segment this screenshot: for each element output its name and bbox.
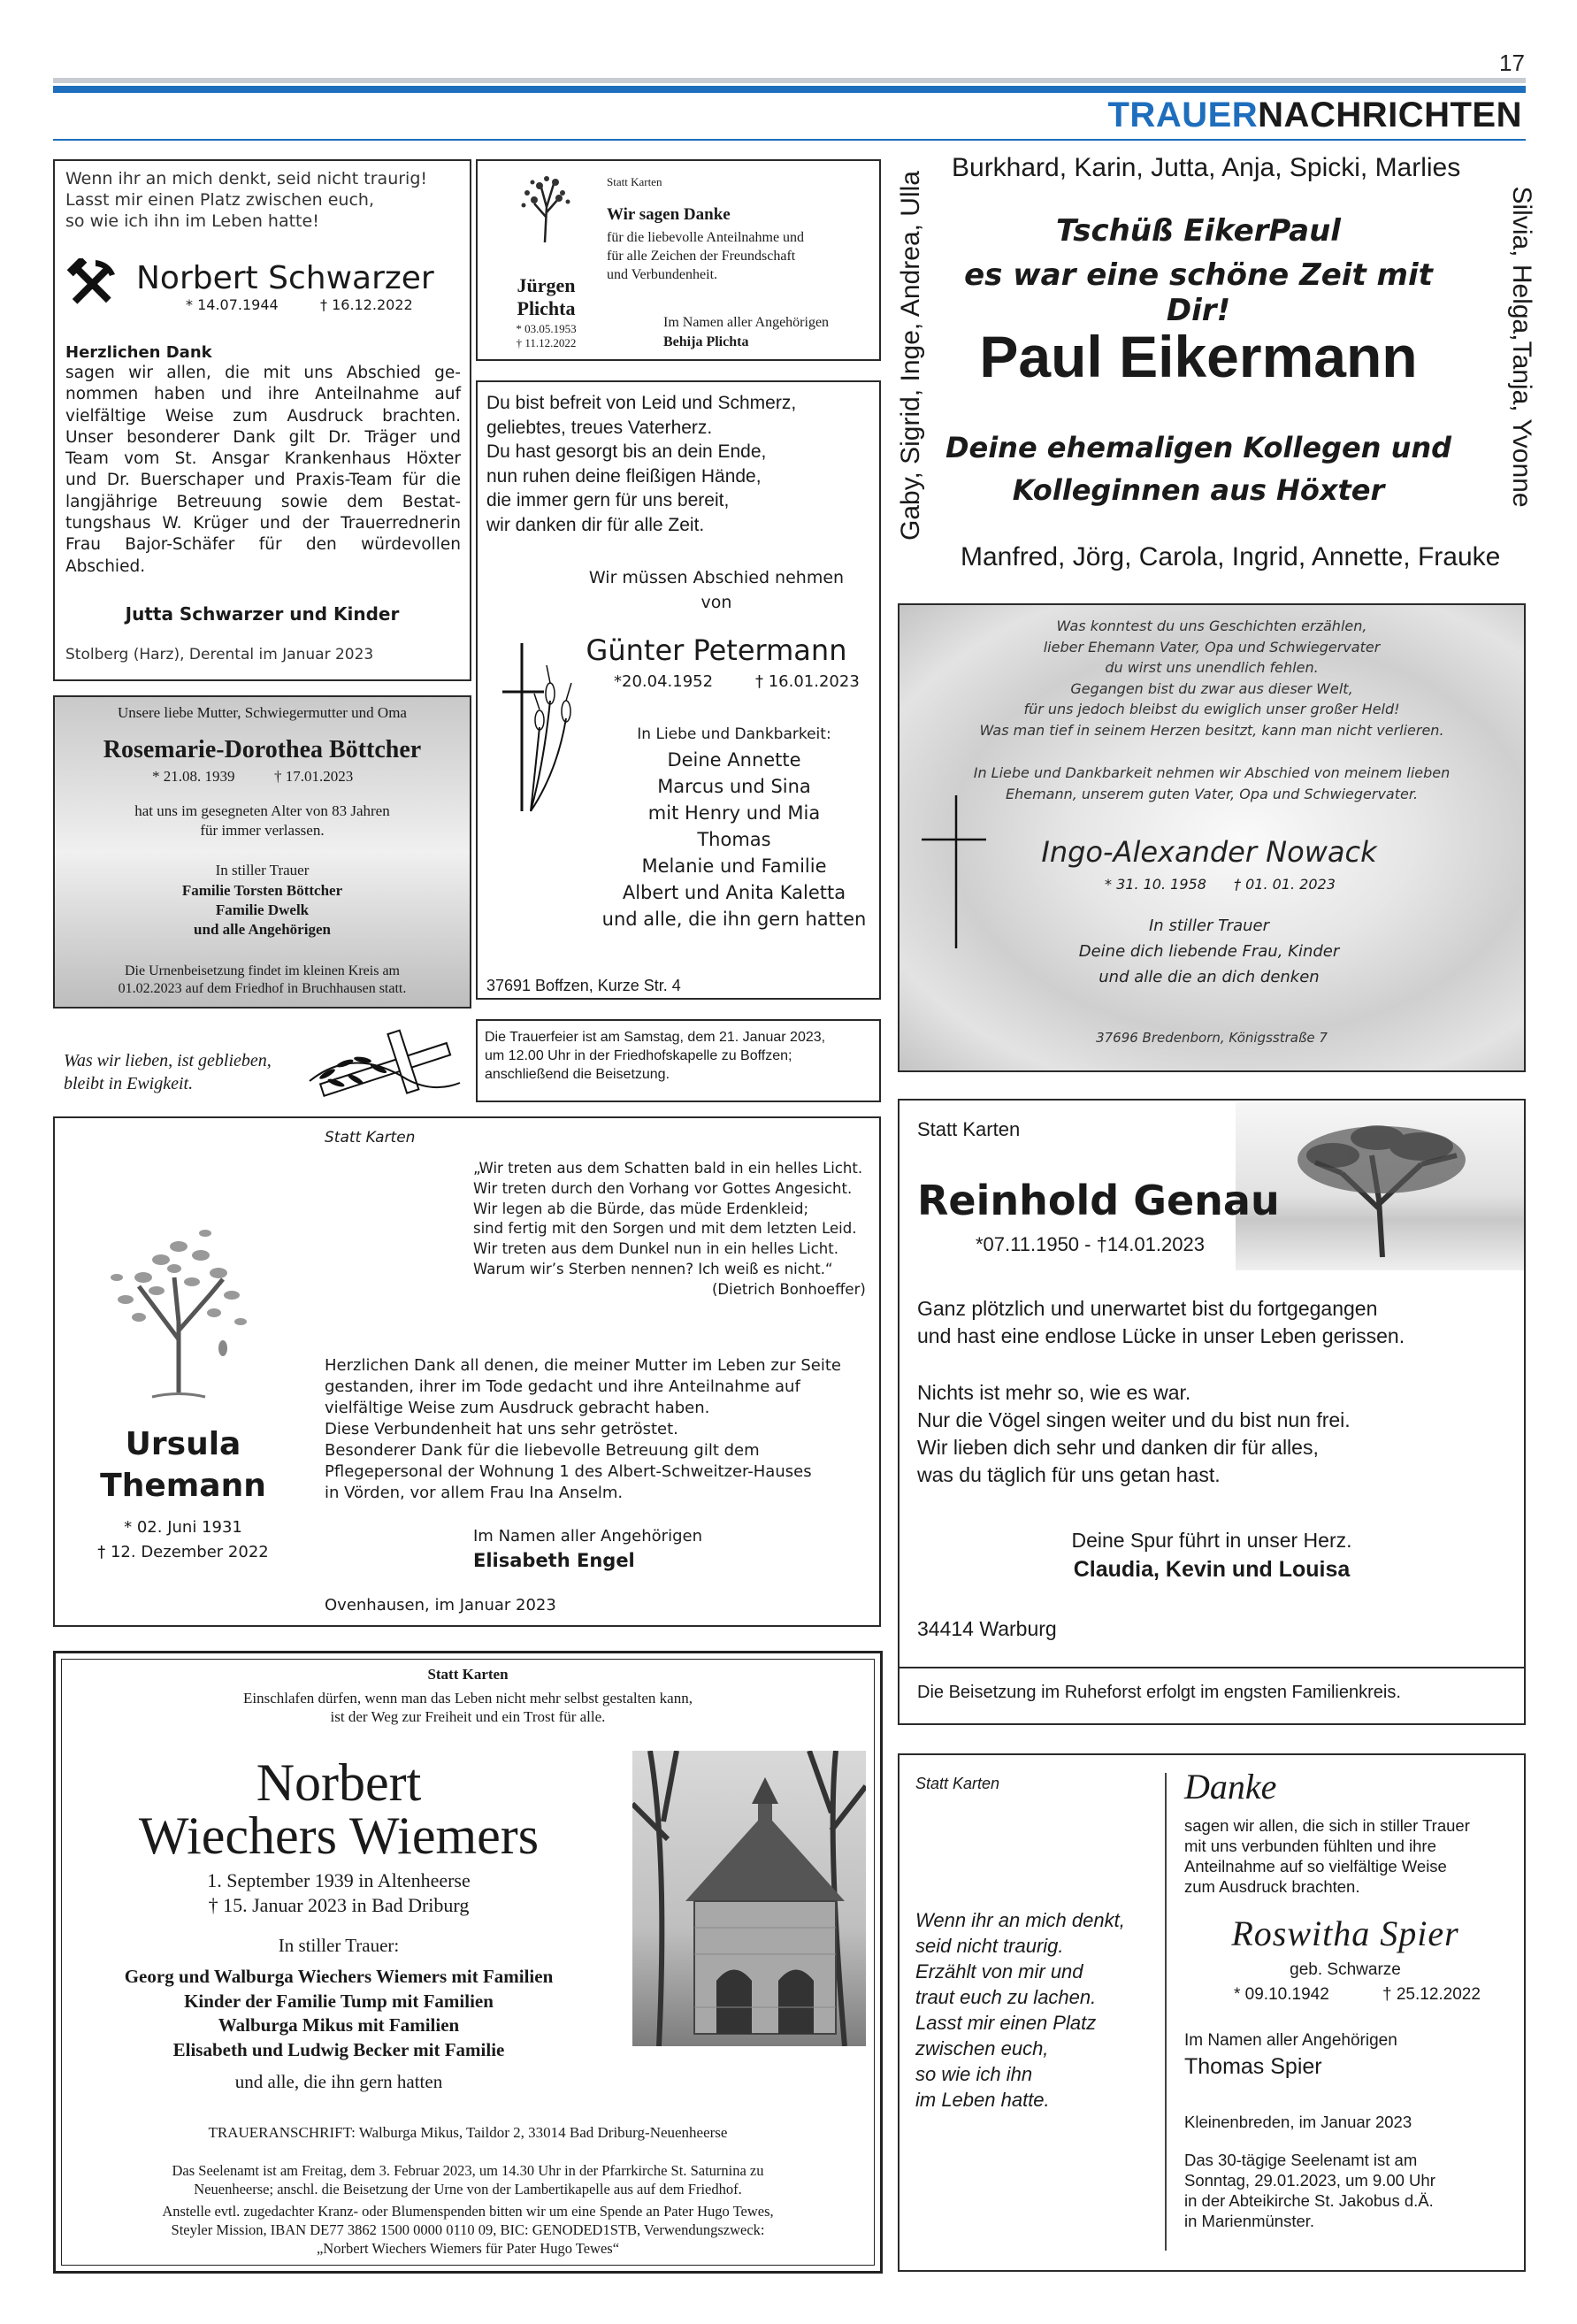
address: TRAUERANSCHRIFT: Walburga Mikus, Taildor 2, 33014 Bad Driburg-Neuenheerse <box>208 2124 728 2141</box>
text-line: Was man tief in seinem Herzen besitzt, kann man nicht verlieren. <box>979 721 1444 739</box>
text-line: Pflegepersonal der Wohnung 1 des Albert-Schweitzer-Hauses <box>325 1462 812 1481</box>
names-intro: Im Namen aller Angehörigen <box>473 1527 702 1545</box>
text-line: „Wir treten aus dem Schatten bald in ein helles Licht. <box>473 1160 863 1177</box>
text-line: für alle Zeichen der Freundschaft <box>607 249 796 264</box>
text-line: Nichts ist mehr so, wie es war. <box>917 1381 1191 1404</box>
text-line: Marcus und Sina <box>657 776 811 797</box>
text-line: vielfältige Weise zum Ausdruck brachten. <box>65 406 461 426</box>
death-date: † 15. Januar 2023 in Bad Driburg <box>208 1894 470 1916</box>
last-name: Themann <box>100 1468 266 1504</box>
text-line: wir danken dir für alle Zeit. <box>486 514 705 535</box>
text-line: Diese Verbundenheit hat uns sehr getröstet. <box>325 1420 678 1438</box>
text-line: Erzählt von mir und <box>915 1960 1083 1983</box>
notice-nowack <box>898 603 1526 1072</box>
names-left: Gaby, Sigrid, Inge, Andrea, Ulla <box>896 171 925 541</box>
text-line: Team vom St. Ansgar Krankenhaus Höxter <box>65 449 461 469</box>
paragraph-1 <box>917 1295 1405 1350</box>
text-line: Das 30-tägige Seelenamt ist am <box>1184 2151 1418 2169</box>
text-line: du wirst uns unendlich fehlen. <box>1105 659 1319 676</box>
deceased-name: Ingo-Alexander Nowack <box>1041 835 1377 869</box>
text-line: für die liebevolle Anteilnahme und <box>607 230 805 245</box>
notice-eikermann <box>893 146 1536 588</box>
statt-karten: Statt Karten <box>427 1666 509 1683</box>
funeral-notice-petermann <box>476 1019 881 1102</box>
text-line: sind fertig mit den Sorgen und mit dem letzten Leid. <box>473 1220 857 1238</box>
text-line: Ehemann, unserem guten Vater, Opa und Schwiegervater. <box>1005 786 1419 802</box>
thanks <box>325 1355 841 1504</box>
last-name: Plichta <box>517 297 576 319</box>
motto <box>64 1049 272 1095</box>
cross-branch-icon <box>301 1028 469 1108</box>
statt-karten: Statt Karten <box>917 1118 1021 1140</box>
donation-notice <box>56 2202 880 2258</box>
colleagues-line-2: Kolleginnen aus Höxter <box>1012 473 1385 507</box>
all-line: und alle, die ihn gern hatten <box>234 2071 443 2092</box>
text-line: Wir treten durch den Vorhang vor Gottes Angesicht. <box>473 1179 853 1197</box>
text-line: Unser besonderer Dank gilt Dr. Träger und <box>65 427 461 447</box>
notice-themann <box>53 1116 881 1627</box>
notice-spier <box>898 1753 1526 2272</box>
text-line: ist der Weg zur Freiheit und ein Trost für alle. <box>330 1708 606 1725</box>
text-line: Walburga Mikus mit Familien <box>218 2014 460 2036</box>
danke-title: Danke <box>1184 1767 1277 1806</box>
text-line: Besonderer Dank für die liebevolle Betreuung gilt dem <box>325 1441 760 1460</box>
text-line: und hast eine endlose Lücke in unser Leben gerissen. <box>917 1324 1405 1347</box>
names-right: Silvia, Helga,Tanja, Yvonne <box>1507 186 1536 508</box>
statt-karten: Statt Karten <box>607 175 662 188</box>
cross-icon <box>917 791 988 950</box>
text <box>55 802 470 840</box>
cross-wheat-icon <box>495 639 593 816</box>
chapel-image <box>632 1751 866 2046</box>
text-line: lieber Ehemann Vater, Opa und Schwiegervater <box>1043 638 1381 656</box>
text-line: in Vörden, vor allem Frau Ina Anselm. <box>325 1484 624 1502</box>
section-title-part1: TRAUER <box>1107 96 1259 134</box>
burial-notice: Die Beisetzung im Ruheforst erfolgt im engsten Familienkreis. <box>917 1683 1401 1702</box>
deceased-name: Reinhold Genau <box>917 1177 1280 1224</box>
section-title <box>1108 96 1523 135</box>
poem <box>486 391 796 537</box>
place-date: Ovenhausen, im Januar 2023 <box>325 1596 556 1615</box>
text-line: sagen wir allen, die mit uns Abschied ge- <box>65 364 461 382</box>
statt-karten: Statt Karten <box>915 1775 1000 1792</box>
text-line: nun ruhen deine fleißigen Hände, <box>486 465 762 487</box>
life-dates: *07.11.1950 - †14.01.2023 <box>976 1233 1205 1255</box>
text-line: Anstelle evtl. zugedachter Kranz- oder Blumenspenden bitten wir um eine Spende an Pater Hugo Tewes, <box>162 2203 774 2220</box>
text-line: traut euch zu lachen. <box>915 1986 1097 2008</box>
text-line: und Dr. Buerschaper und Praxis-Team für die <box>65 471 461 490</box>
text-line: Lasst mir einen Platz <box>915 2012 1097 2034</box>
address: 37696 Bredenborn, Königsstraße 7 <box>1096 1030 1328 1046</box>
trace-line: Deine Spur führt in unser Herz. <box>1071 1529 1352 1552</box>
text-line: Abschied. <box>65 556 146 576</box>
text-line: um 12.00 Uhr in der Friedhofskapelle zu Boffzen; <box>485 1048 792 1063</box>
birth-date: 1. September 1939 in Altenheerse <box>207 1869 471 1891</box>
text-line: vielfältige Weise zum Ausdruck gebracht haben. <box>325 1399 710 1417</box>
heading: Unsere liebe Mutter, Schwiegermutter und Oma <box>118 704 407 721</box>
death-date: † 16.01.2023 <box>755 672 860 691</box>
text-line: in der Abteikirche St. Jakobus d.Ä. <box>1184 2191 1434 2210</box>
chapel-icon <box>632 1751 866 2046</box>
love-line: In Liebe und Dankbarkeit: <box>637 725 831 743</box>
text-line: Herzlichen Dank all denen, die meiner Mutter im Leben zur Seite <box>325 1356 841 1375</box>
notice-genau <box>898 1099 1526 1725</box>
tree-icon <box>1280 1111 1483 1262</box>
death-date: † 01. 01. 2023 <box>1234 876 1336 893</box>
notice-plichta <box>476 159 881 361</box>
header-rule-blue <box>53 86 1526 93</box>
text-line: Steyler Mission, IBAN DE77 3862 1500 0000 0110 09, BIC: GENODED1STB, Verwendungszweck: <box>171 2221 765 2238</box>
text-line: im Leben hatte. <box>915 2089 1050 2111</box>
text-line: für immer verlassen. <box>200 822 325 839</box>
statt-karten: Statt Karten <box>325 1129 416 1147</box>
text-line: zum Ausdruck brachten. <box>1184 1877 1360 1896</box>
text-line: Nur die Vögel singen weiter und du bist nun frei. <box>917 1408 1351 1431</box>
intro-line-2: von <box>700 593 732 612</box>
mourn <box>979 913 1439 990</box>
family-list <box>593 747 876 932</box>
intro <box>900 763 1524 805</box>
page-number: 17 <box>1499 50 1525 76</box>
tree-icon <box>90 1216 267 1410</box>
quote <box>900 616 1524 740</box>
text-line: hat uns im gesegneten Alter von 83 Jahren <box>134 802 390 819</box>
urn-notice <box>55 963 470 998</box>
text-line: Wenn ihr an mich denkt, seid nicht traurig! <box>65 169 428 188</box>
hammer-pick-icon <box>65 258 117 310</box>
text-line: In stiller Trauer <box>1149 917 1269 935</box>
thanks-body <box>65 363 461 578</box>
signature: Jutta Schwarzer und Kinder <box>125 603 400 625</box>
paragraph-2 <box>917 1379 1351 1489</box>
text-line: Die Urnenbeisetzung findet im kleinen Kreis am <box>124 963 400 978</box>
place-date: Kleinenbreden, im Januar 2023 <box>1184 2113 1412 2131</box>
text-line: Wir treten aus dem Dunkel nun in ein helles Licht. <box>473 1240 838 1258</box>
text-line: so wie ich ihn <box>915 2063 1033 2085</box>
birth-date: * 02. Juni 1931 <box>124 1518 242 1537</box>
text-line: und alle die an dich denken <box>1099 968 1320 986</box>
text-line: was du täglich für uns getan hast. <box>917 1463 1221 1486</box>
death-date: † 11.12.2022 <box>516 336 577 349</box>
intro-line-1: Wir müssen Abschied nehmen <box>588 568 845 587</box>
names-bottom: Manfred, Jörg, Carola, Ingrid, Annette, Frauke <box>961 542 1501 571</box>
signature: Behija Plichta <box>663 334 749 349</box>
text-line: Deine Annette <box>667 749 801 771</box>
text-line: Was konntest du uns Geschichten erzählen, <box>1056 617 1367 634</box>
text-line: Ganz plötzlich und unerwartet bist du fortgegangen <box>917 1297 1378 1320</box>
birth-date: * 03.05.1953 <box>516 322 577 335</box>
text-line: Warum wir’s Sterben nennen? Ich weiß es nicht.“ <box>473 1260 833 1277</box>
thanks-title: Herzlichen Dank <box>65 343 212 362</box>
death-date: † 17.01.2023 <box>274 768 354 785</box>
text-line: Deine dich liebende Frau, Kinder <box>1078 942 1340 961</box>
text-line: Kinder der Familie Tump mit Familien <box>184 1990 494 2012</box>
families <box>56 1965 622 2062</box>
section-title-part2: NACHRICHTEN <box>1258 96 1522 134</box>
signature: Elisabeth Engel <box>473 1550 635 1571</box>
text-line: Familie Torsten Böttcher <box>181 882 343 899</box>
deceased-name: Roswitha Spier <box>1231 1914 1459 1953</box>
thanks-title: Wir sagen Danke <box>607 205 731 224</box>
thanks <box>1184 1815 1470 1897</box>
birth-date: * 21.08. 1939 <box>152 768 235 785</box>
text-line: mit uns verbunden fühlten und ihre <box>1184 1837 1436 1855</box>
text-line: Du hast gesorgt bis an dein Ende, <box>486 441 767 462</box>
tree-icon <box>515 172 577 242</box>
notice-petermann <box>476 380 881 1000</box>
deceased-name: Paul Eikermann <box>979 324 1418 389</box>
text-line: Georg und Walburga Wiechers Wiemers mit Familien <box>124 1966 554 1987</box>
deceased-name: Norbert Schwarzer <box>136 260 434 296</box>
text-line: zwischen euch, <box>915 2037 1049 2059</box>
text-line: Albert und Anita Kaletta <box>622 882 846 903</box>
text-line: 01.02.2023 auf dem Friedhof in Bruchhausen statt. <box>118 981 407 996</box>
text-line: Wir legen ab die Bürde, das müde Erdenkleid; <box>473 1200 809 1217</box>
text-line: in Marienmünster. <box>1184 2212 1315 2230</box>
text-line: Familie Dwelk <box>215 901 310 918</box>
text-line: die immer gern für uns bereit, <box>486 490 730 510</box>
mourn-line: In stiller Trauer: <box>278 1935 400 1956</box>
names-intro: Im Namen aller Angehörigen <box>1184 2031 1397 2050</box>
text-line: Du bist befreit von Leid und Schmerz, <box>486 393 797 413</box>
notice-wiemers <box>53 1651 883 2274</box>
text-line: Was wir lieben, ist geblieben, <box>64 1051 272 1070</box>
text-line: Neuenheerse; anschl. die Beisetzung der Urne von der Lambertikapelle aus auf dem Friedhof. <box>194 2181 742 2197</box>
mass-notice <box>56 2161 880 2198</box>
death-date: † 12. Dezember 2022 <box>97 1543 269 1561</box>
place: 34414 Warburg <box>917 1617 1057 1640</box>
quote <box>56 1689 880 1726</box>
text-line: Die Trauerfeier ist am Samstag, dem 21. Januar 2023, <box>485 1030 826 1045</box>
text-line: Frau Bajor-Schäfer für den würdevollen <box>65 535 461 555</box>
notice-schwarzer <box>53 159 471 681</box>
text-line: Wir lieben dich sehr und danken dir für alles, <box>917 1436 1319 1459</box>
text-line: Elisabeth und Ludwig Becker mit Familie <box>172 2038 505 2060</box>
divider <box>900 1667 1524 1668</box>
text-line: In Liebe und Dankbarkeit nehmen wir Abschied von meinem lieben <box>973 764 1451 781</box>
death-date: † 16.12.2022 <box>320 296 413 313</box>
first-name: Norbert <box>256 1753 422 1812</box>
birth-date: * 14.07.1944 <box>186 296 279 313</box>
colleagues-line-1: Deine ehemaligen Kollegen und <box>945 431 1452 464</box>
notice-boettcher <box>53 695 471 1009</box>
farewell-line-2: es war eine schöne Zeit mit Dir! <box>964 257 1433 328</box>
text-line: und Verbundenheit. <box>607 267 718 282</box>
signature: Thomas Spier <box>1184 2054 1322 2079</box>
text-line: Einschlafen dürfen, wenn man das Leben nicht mehr selbst gestalten kann, <box>243 1690 693 1707</box>
deceased-name: Rosemarie-Dorothea Böttcher <box>103 736 422 763</box>
last-name: Wiechers Wiemers <box>138 1806 540 1865</box>
text-line: seid nicht traurig. <box>915 1935 1064 1957</box>
text-line: Wenn ihr an mich denkt, <box>915 1909 1125 1931</box>
funeral-text <box>485 1028 825 1084</box>
text-line: sagen wir allen, die sich in stiller Trauer <box>1184 1816 1470 1835</box>
text-line: und alle, die ihn gern hatten <box>601 909 867 930</box>
text-line: Lasst mir einen Platz zwischen euch, <box>65 190 374 210</box>
intro-text <box>65 168 427 232</box>
first-name: Ursula <box>125 1426 241 1462</box>
text-line: für uns jedoch bleibst du ewiglich unser großer Held! <box>1023 701 1400 717</box>
text-line: langjährige Betreuung sowie dem Bestat- <box>65 492 461 511</box>
mass-notice <box>1184 2150 1435 2231</box>
text-line: Das Seelenamt ist am Freitag, dem 3. Februar 2023, um 14.30 Uhr in der Pfarrkirche St. Saturnina zu <box>172 2162 764 2179</box>
maiden-name: geb. Schwarze <box>1290 1960 1401 1979</box>
names-intro: Im Namen aller Angehörigen <box>663 315 830 330</box>
text-line: geliebtes, treues Vaterherz. <box>486 417 713 438</box>
birth-date: *20.04.1952 <box>614 672 714 691</box>
header-rule-gray <box>53 78 1526 83</box>
birth-date: * 31. 10. 1958 <box>1105 876 1206 893</box>
text-line: anschließend die Beisetzung. <box>485 1067 670 1082</box>
text-line: mit Henry und Mia <box>647 802 821 824</box>
address: 37691 Boffzen, Kurze Str. 4 <box>486 977 681 994</box>
text-line: „Norbert Wiechers Wiemers für Pater Hugo Tewes“ <box>316 2240 620 2257</box>
deceased-name: Günter Petermann <box>586 633 847 667</box>
text-line: Melanie und Familie <box>641 855 827 877</box>
text-line: Thomas <box>697 829 771 850</box>
column-divider <box>1165 1773 1167 2251</box>
death-date: † 25.12.2022 <box>1382 1985 1481 2004</box>
birth-date: * 09.10.1942 <box>1234 1985 1329 2004</box>
poem-author: (Dietrich Bonhoeffer) <box>712 1281 866 1298</box>
poem <box>915 1907 1125 2113</box>
text-line: gestanden, ihrer im Tode gedacht und ihre Anteilnahme auf <box>325 1377 800 1396</box>
mourn-line: In stiller Trauer <box>215 862 310 878</box>
text-line: Anteilnahme auf so vielfältige Weise <box>1184 1857 1447 1875</box>
farewell-line-1: Tschüß EikerPaul <box>1056 213 1341 249</box>
signature: Claudia, Kevin und Louisa <box>1073 1557 1351 1582</box>
first-name: Jürgen <box>517 274 576 296</box>
text-line: tungshaus W. Krüger und der Trauerrednerin <box>65 514 461 533</box>
text-line: Gegangen bist du zwar aus dieser Welt, <box>1070 679 1353 697</box>
names-top: Burkhard, Karin, Jutta, Anja, Spicki, Marlies <box>952 153 1461 182</box>
place-date: Stolberg (Harz), Derental im Januar 2023 <box>65 646 374 663</box>
poem <box>473 1159 862 1280</box>
text-line: bleibt in Ewigkeit. <box>64 1074 194 1093</box>
header-underline <box>53 139 1526 141</box>
text-line: Sonntag, 29.01.2023, um 9.00 Uhr <box>1184 2171 1435 2190</box>
text-line: nommen haben und ihre Anteilnahme auf <box>65 385 461 404</box>
thanks-text <box>607 228 804 284</box>
families <box>55 881 470 940</box>
text-line: so wie ich ihn im Leben hatte! <box>65 211 319 231</box>
text-line: und alle Angehörigen <box>194 921 331 938</box>
